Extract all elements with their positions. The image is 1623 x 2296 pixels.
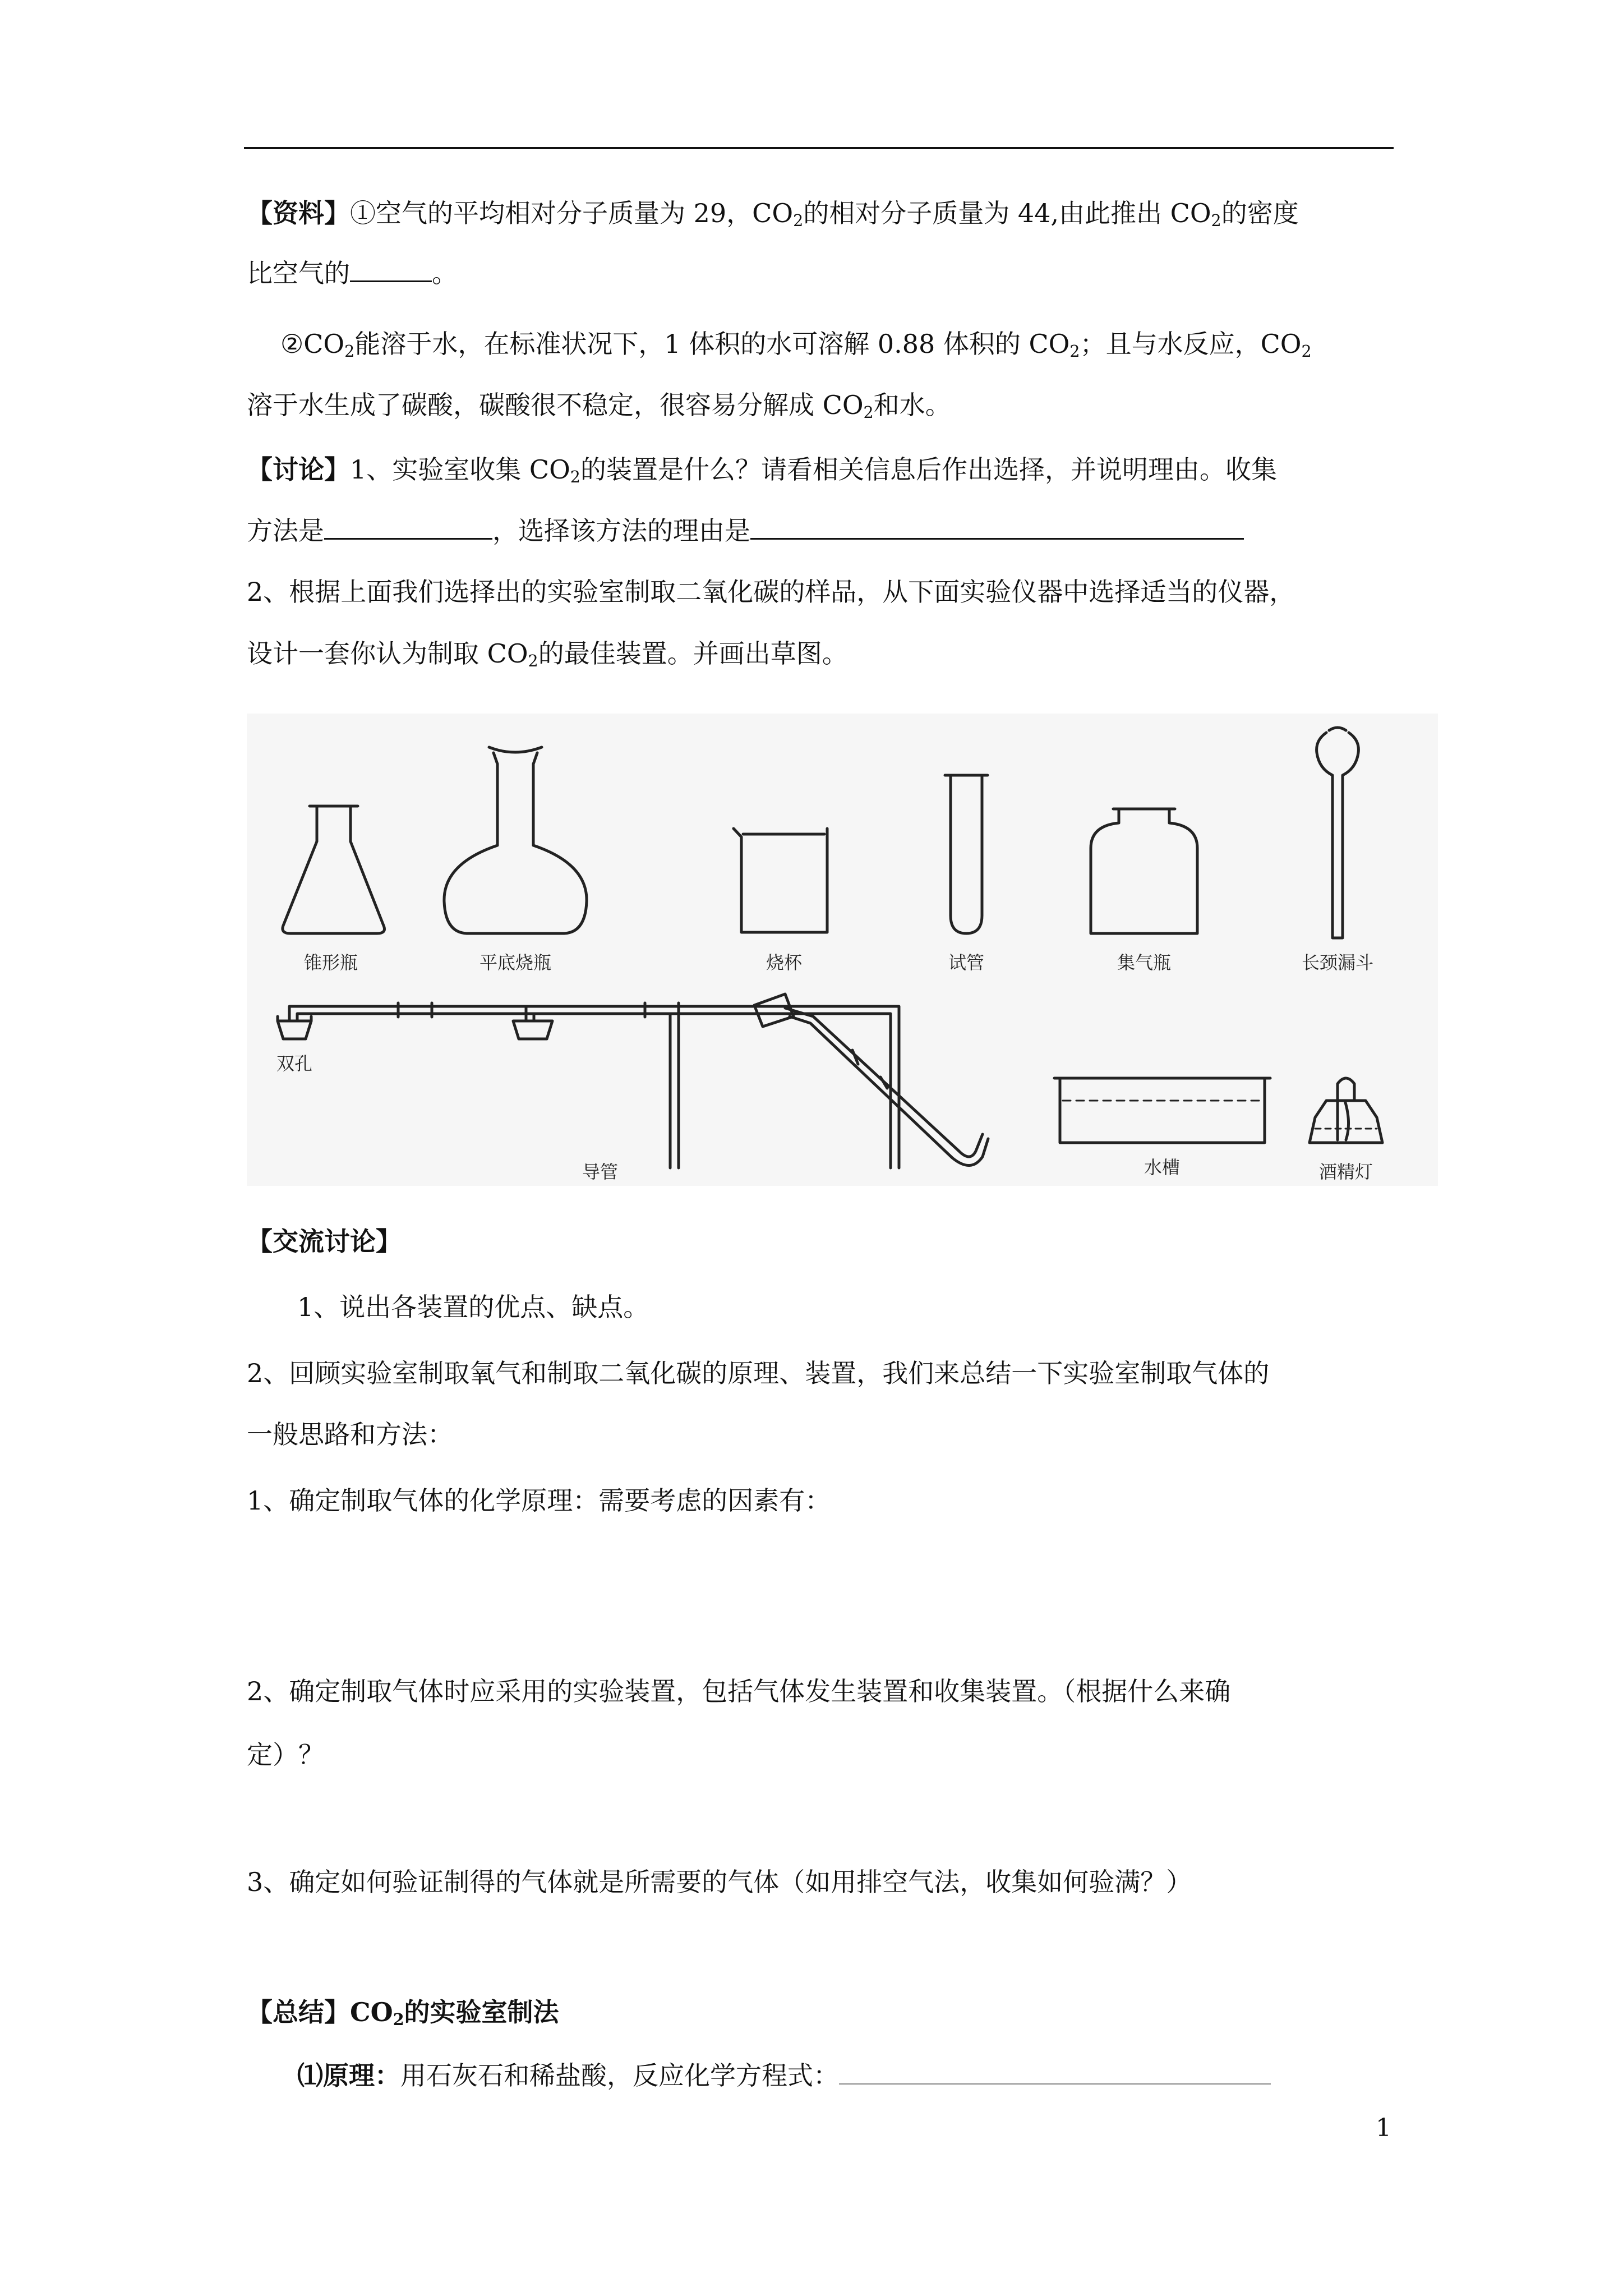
ziliao-heading: 【资料】 (247, 198, 350, 228)
taolun-line-3: 2、根据上面我们选择出的实验室制取二氧化碳的样品，从下面实验仪器中选择适当的仪器， (247, 577, 1295, 607)
label-two-hole: 双孔 (276, 1053, 313, 1074)
alcohol-lamp-icon (1310, 1078, 1382, 1143)
taolun-line-2: 方法是 ，选择该方法的理由是 (247, 513, 1244, 547)
jiaoliu-line-1: 1、说出各装置的优点、缺点。 (297, 1292, 649, 1322)
label-conical-flask: 锥形瓶 (303, 952, 358, 973)
label-test-tube: 试管 (948, 952, 985, 973)
apparatus-figure (247, 714, 1438, 1186)
ziliao-line-1: 【资料】①空气的平均相对分子质量为 29，$CO_2$的相对分子质量为 44,由此推出 $CO_2$的密度 (247, 198, 1299, 231)
beaker-icon (734, 829, 827, 932)
jiaoliu-line-6: 定）？ (247, 1740, 324, 1770)
long-neck-funnel-icon (1317, 728, 1359, 938)
label-beaker: 烧杯 (766, 952, 803, 973)
equation-blank[interactable] (839, 2059, 1271, 2085)
jiaoliu-line-5: 2、确定制取气体时应采用的实验装置，包括气体发生装置和收集装置。（根据什么来确 (247, 1676, 1231, 1706)
two-hole-stopper-tube-icon (278, 1003, 679, 1168)
reason-blank[interactable] (750, 513, 1244, 540)
density-blank[interactable] (350, 256, 432, 282)
bent-tube-icon (513, 1003, 899, 1168)
test-tube-icon (945, 775, 988, 933)
gas-collecting-bottle-icon (1091, 809, 1197, 933)
page-number: 1 (1376, 2114, 1391, 2142)
taolun-heading: 【讨论】 (247, 454, 350, 485)
label-funnel: 长颈漏斗 (1301, 952, 1374, 973)
jiaoliu-line-7: 3、确定如何验证制得的气体就是所需要的气体（如用排空气法，收集如何验满？） (247, 1867, 1192, 1897)
taolun-line-1: 【讨论】1、实验室收集 $CO_2$的装置是什么？请看相关信息后作出选择，并说明理由。收集 (247, 454, 1277, 487)
jiaoliu-line-2: 2、回顾实验室制取氧气和制取二氧化碳的原理、装置，我们来总结一下实验室制取气体的 (247, 1358, 1270, 1388)
flat-bottom-flask-icon (444, 747, 587, 933)
ziliao-line-2: 比空气的 。 (247, 256, 458, 290)
jiaoliu-line-3: 一般思路和方法： (247, 1419, 453, 1450)
ziliao-line-3: $②CO_2$能溶于水，在标准状况下，1 体积的水可溶解 0.88 体积的 $CO_2$；且与水反应，$CO_2$ (280, 329, 1312, 361)
label-water-trough: 水槽 (1144, 1157, 1181, 1178)
jiaoliu-line-4: 1、确定制取气体的化学原理：需要考虑的因素有： (247, 1485, 831, 1516)
apparatus-svg (247, 714, 1438, 1186)
collection-method-blank[interactable] (324, 513, 492, 540)
label-flat-bottom-flask: 平底烧瓶 (479, 952, 552, 973)
u-bent-tube-icon (754, 994, 988, 1166)
label-gas-bottle: 集气瓶 (1117, 952, 1172, 973)
header-rule (244, 147, 1394, 149)
ziliao-line-4: 溶于水生成了碳酸，碳酸很不稳定，很容易分解成 $CO_2$和水。 (247, 390, 951, 422)
label-tube: 导管 (582, 1161, 619, 1182)
zongjie-heading: 【总结】 (247, 1997, 350, 2027)
jiaoliu-heading: 【交流讨论】 (247, 1226, 402, 1257)
label-alcohol-lamp: 酒精灯 (1318, 1161, 1373, 1182)
principle-line: ⑴原理：用石灰石和稀盐酸，反应化学方程式： (297, 2059, 1271, 2092)
taolun-line-4: 设计一套你认为制取 $CO_2$的最佳装置。并画出草图。 (247, 638, 848, 671)
conical-flask-icon (283, 806, 385, 933)
water-trough-icon (1054, 1078, 1270, 1143)
zongjie-line: 【总结】$CO_2$的实验室制法 (247, 1997, 559, 2030)
